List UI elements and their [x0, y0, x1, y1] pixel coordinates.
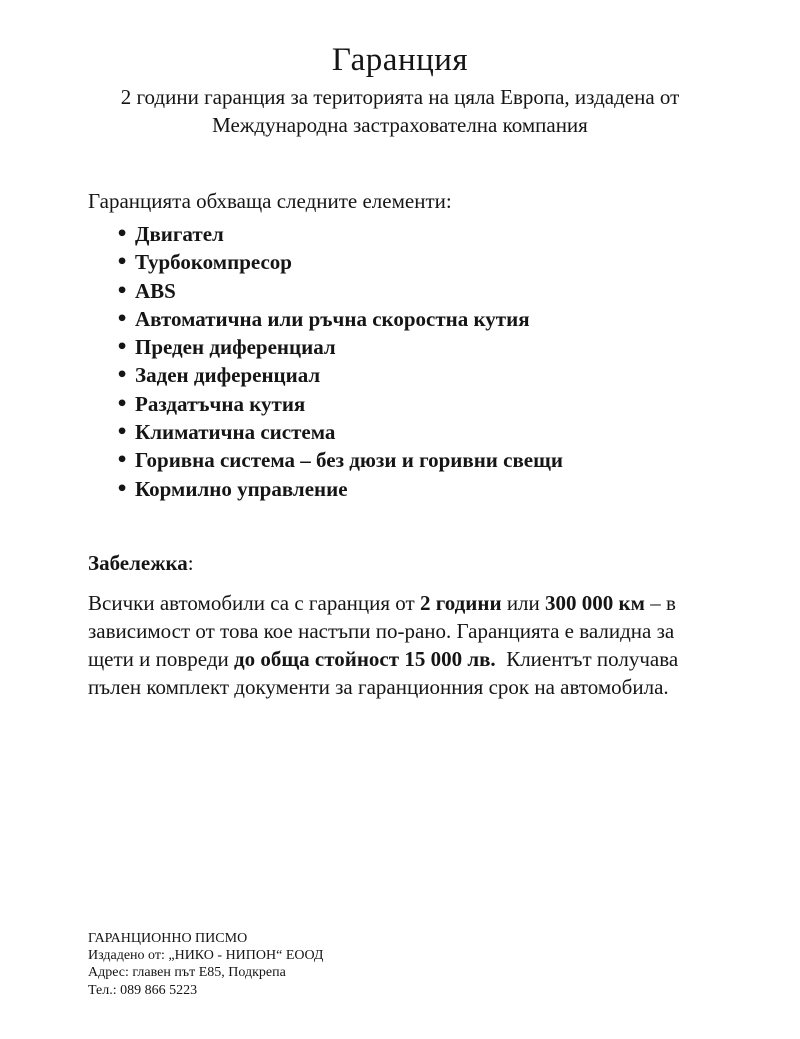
document-title: Гаранция — [331, 42, 469, 78]
bold-text-run: 300 000 км — [545, 590, 645, 615]
document-subtitle — [88, 83, 712, 139]
document-content — [0, 40, 800, 701]
coverage-list — [88, 220, 712, 503]
footer-line: Издадено от: „НИКО - НИПОН“ ЕООД — [88, 948, 324, 964]
text-run: или — [501, 590, 546, 615]
paragraph-line — [88, 589, 712, 617]
note-paragraph — [88, 589, 712, 701]
bold-text-run: до обща стойност 15 000 лв. — [234, 646, 496, 671]
coverage-item: • Заден диференциал — [88, 361, 712, 389]
coverage-item: • Кормилно управление — [88, 475, 712, 503]
note-heading-label: Забележка — [88, 550, 188, 575]
coverage-item: • Климатична система — [88, 418, 712, 446]
paragraph-line — [88, 645, 712, 673]
coverage-item: • ABS — [88, 277, 712, 305]
coverage-item: • Двигател — [88, 220, 712, 248]
footer-line: Адрес: главен път Е85, Подкрепа — [88, 965, 286, 981]
footer-line: ГАРАНЦИОННО ПИСМО — [88, 931, 248, 946]
coverage-item: • Турбокомпресор — [88, 248, 712, 276]
text-run: щети и повреди — [88, 646, 235, 671]
coverage-item: • Преден диференциал — [88, 333, 712, 361]
text-run: пълен комплект документи за гаранционния срок на автомобила. — [88, 674, 669, 699]
document-footer — [88, 930, 323, 999]
text-run: Клиентът получава — [495, 646, 679, 671]
note-heading-colon: : — [187, 550, 194, 575]
coverage-item: • Автоматична или ръчна скоростна кутия — [88, 305, 712, 333]
text-run: зависимост от това кое настъпи по-рано. Гаранцията е валидна за — [88, 618, 675, 643]
text-run: Всички автомобили са с гаранция от — [88, 590, 420, 615]
footer-line: Тел.: 089 866 5223 — [88, 982, 198, 998]
coverage-item: • Раздатъчна кутия — [88, 390, 712, 418]
bold-text-run: 2 години — [419, 590, 502, 615]
paragraph-line — [88, 617, 712, 645]
paragraph-line — [88, 673, 712, 701]
text-run: – в — [644, 590, 676, 615]
coverage-item: • Горивна система – без дюзи и горивни свещи — [88, 446, 712, 474]
note-heading — [88, 549, 712, 577]
subtitle-line: 2 години гаранция за територията на цяла Европа, издадена от — [120, 85, 680, 109]
subtitle-line: Международна застрахователна компания — [212, 113, 588, 137]
coverage-intro: Гаранцията обхваща следните елементи: — [88, 189, 452, 213]
